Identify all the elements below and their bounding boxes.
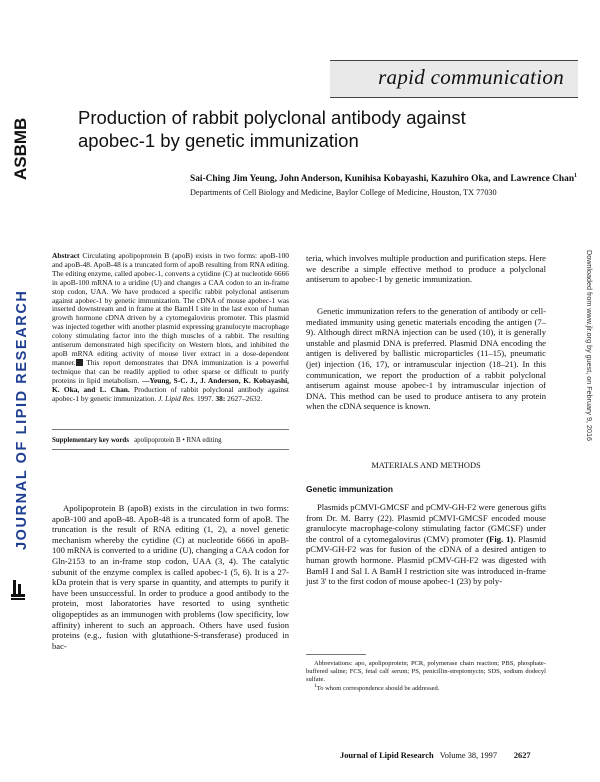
citation-journal: J. Lipid Res. (158, 393, 196, 403)
citation-year: 1997. (196, 393, 214, 403)
abstract-label: Abstract (52, 251, 80, 260)
page-number: 2627 (513, 751, 531, 760)
methods-heading: MATERIALS AND METHODS (371, 461, 481, 470)
section-badge: rapid communication (378, 65, 564, 89)
citation-pages: 2627–2632. (227, 393, 263, 403)
genetic-immunization-paragraph: Genetic immunization refers to the generation of antibody or cell-mediated immunity using genetic materials encoding the antigen (7–9). Although direct mRNA injection can be used (10), it is generally unstable and plasmid DNA is preferred. Plasmid DNA encoding the antigen is delivered by ballistic microparticles (11–15), pneumatic (jet) injection (16, 17), or intramuscular injection (18–21). In this communication, we report the production of a rabbit polyclonal antiserum against mouse apobec-1 by intramuscular injection of DNA. This method can be used to produce antisera to any protein when the cDNA sequence is known. (306, 306, 546, 412)
journal-sidebar-title: JOURNAL OF LIPID RESEARCH (14, 289, 30, 550)
abstract-text: Circulating apolipoprotein B (apoB) exists in two forms: apoB-100 and apoB-48. ApoB-48 is a truncated form of apoB resulting from RNA editing. The editing enzyme, called apobec-1, converts a cytidine (C) at nucleotide 6666 in apoB-100 mRNA to a uridine (U) and changes a CAA codon to an in-frame stop codon, UAA. We have produced a specific rabbit polyclonal antiserum against apobec-1 by genetic immunization. The cDNA of mouse apobec-1 was inserted downstream and in frame at the BamH I site in the last exon of human growth hormone cDNA driven by a cytomegalovirus promoter. This plasmid was injected together with another plasmid expressing granulocyte macrophage colony stimulating factor into the thigh muscles of a rabbit. The resulting antiserum demonstrated high specificity on Western blots, and inhibited the apoB mRNA editing activity of mouse liver extract in a dose-dependent manner. (52, 251, 289, 367)
abstract (52, 252, 289, 403)
methods-subheading: Genetic immunization (306, 484, 394, 494)
author-footnote-mark: 1 (574, 173, 578, 179)
footnote-divider (306, 654, 366, 655)
citation-text: Production of rabbit polyclonal antibody against apobec-1 by genetic immunization. (52, 384, 289, 403)
page-footer (340, 751, 560, 760)
footer-journal: Journal of Lipid Research (340, 751, 434, 760)
right-column-continuation: teria, which involves multiple production and purification steps. Here we describe a simple effective method to produce a polyclonal antiserum to apobec-1 by genetic immunization. (306, 253, 546, 285)
svg-text:Downloaded from www.jlr.org by: Downloaded from www.jlr.org by guest, on February 9, 2016 (585, 250, 594, 441)
footnotes (306, 660, 546, 693)
author-list: Sai-Ching Jim Yeung, John Anderson, Kunihisa Kobayashi, Kazuhiro Oka, and Lawrence Chan$^1$ (190, 173, 578, 185)
citation-volume: 38: (215, 393, 226, 403)
plasmids-paragraph: Plasmids pCMVI-GMCSF and pCMV-GH-F2 were generous gifts from Dr. M. Barry (22). Plasmid pCMVI-GMCSF encoded mouse granulocyte macrophage-colony stimulating factor (GMCSF) under the control of a cytomegalovirus (CMV) promoter (Fig. 1). Plasmid pCMV-GH-F2 was for fusion of the cDNA of a desired antigen to human growth hormone. Plasmid pCMV-GH-F2 was digested with BamH I and Sal I. A BamH I restriction site was introduced in-frame just 3' to the first codon of mouse apobec-1 (23) by poly- (306, 502, 546, 587)
keywords (52, 436, 289, 445)
abstract-divider (52, 429, 289, 430)
keywords-divider (52, 449, 289, 450)
rapid-communication-band (330, 60, 578, 98)
citation-authors: —Yeung, S-C. J., J. Anderson, K. Kobayashi, K. Oka, and L. Chan. (52, 375, 289, 394)
abstract-text-2: This report demonstrates that DNA immunization is a powerful technique that can be readily applied to other sparse or difficult to purify proteins in lipid metabolism. (52, 357, 289, 385)
download-note (577, 250, 594, 590)
footer-volume: Volume 38, 1997 (439, 751, 498, 760)
introduction-paragraph: Apolipoprotein B (apoB) exists in the circulation in two forms: apoB-100 and apoB-48. ApoB-48 is a truncated form of apoB. The truncation is the result of RNA editing (1, 2), a novel genetic mechanism whereby the cytidine (C) at nucleotide 6666 in apoB-100 mRNA is converted to a uridine (U), changing a CAA codon for Gln-2153 to an in-frame stop codon, UAA (3, 4). The catalytic subunit of the enzyme complex is called apobec-1 (5, 6). It is a 27-kDa protein that is very sparse in quantity, and attempts to purify it have been unsuccessful. In order to produce a good antibody to the protein, most laboratories have resorted to using synthetic oligopeptides as an immunogen with problems (low specificity, low affinity) inherent to such an approach. Others have used fusion proteins (e.g., fusion with glutathione-S-transferase) produced in bac- (52, 503, 289, 651)
article-title: Production of rabbit polyclonal antibody against apobec-1 by genetic immunization (78, 107, 466, 151)
abbreviations-footnote: Abbreviations: apo, apolipoprotein; PCR, polymerase chain reaction; PBS, phosphate-buffered saline; FCS, fetal calf serum; PS, penicillin-streptomycin; SDS, sodium dodecyl sulfate. (306, 660, 546, 683)
asbmb-logo: ASBMB (11, 117, 30, 180)
correspondence-footnote: $^1$To whom correspondence should be addressed. (314, 683, 440, 693)
end-square-icon (76, 359, 83, 366)
keywords-label: Supplementary key words (52, 437, 129, 444)
figure-reference[interactable]: (Fig. 1) (486, 533, 514, 544)
affiliation: Departments of Cell Biology and Medicine, Baylor College of Medicine, Houston, TX 77030 (190, 188, 497, 197)
keywords-text: apolipoprotein B • RNA editing (134, 437, 222, 444)
jlr-logo-icon (8, 576, 28, 602)
